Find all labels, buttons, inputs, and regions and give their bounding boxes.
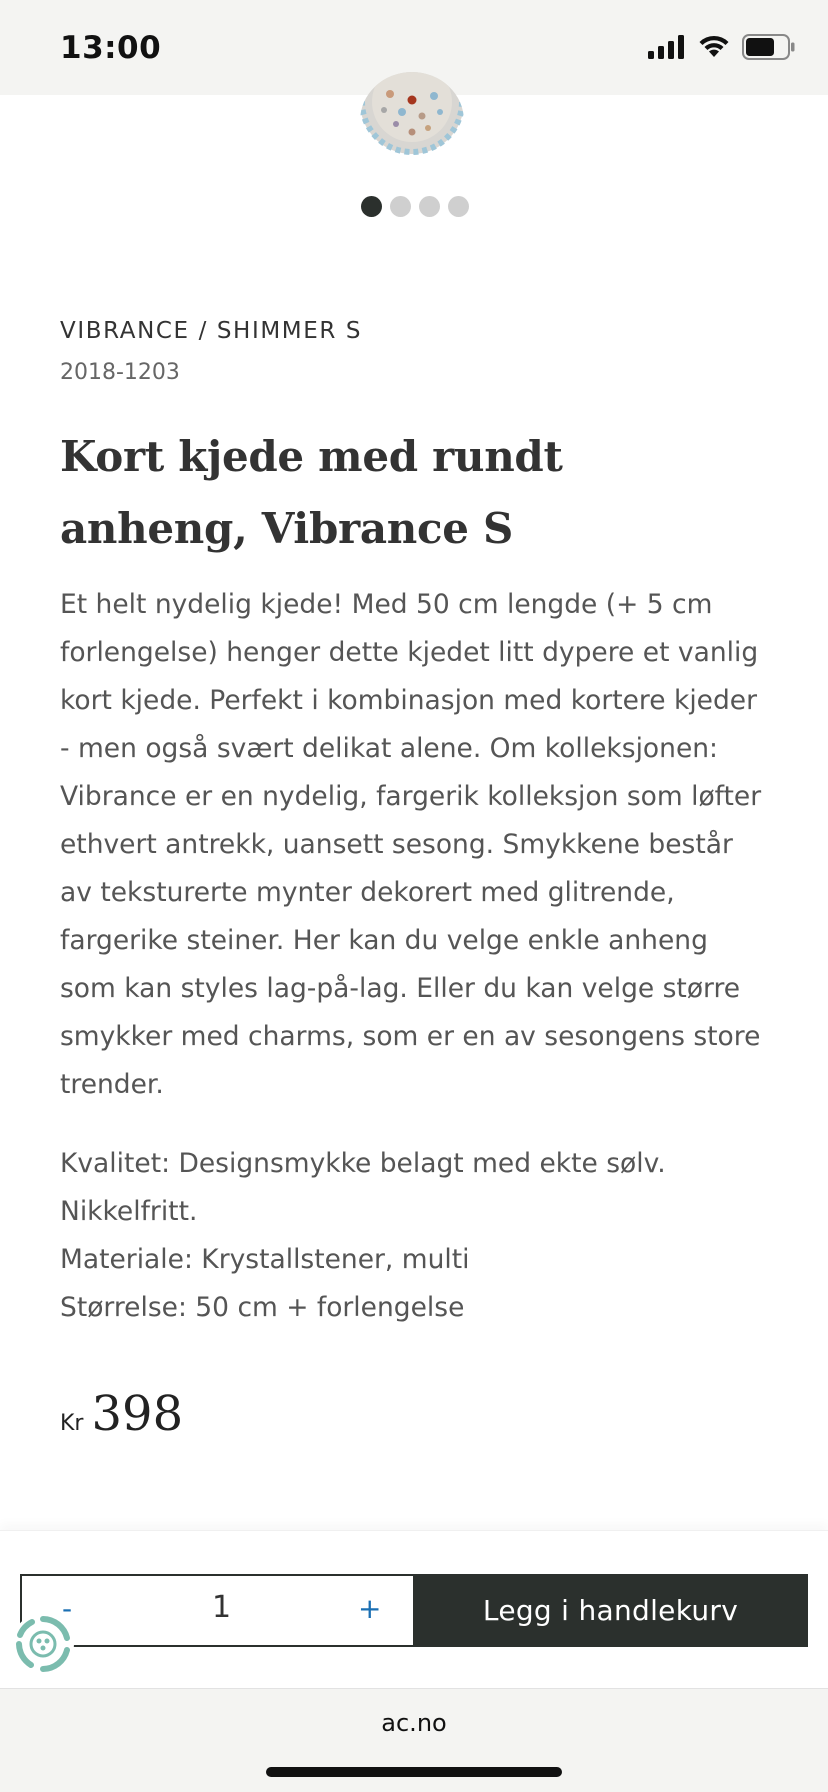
wifi-icon: [698, 35, 730, 59]
carousel-dot[interactable]: [419, 196, 440, 217]
home-indicator: [266, 1767, 562, 1777]
add-to-cart-button[interactable]: Legg i handlekurv: [413, 1574, 808, 1647]
product-description: Et helt nydelig kjede! Med 50 cm lengde (+ 5 cm forlengelse) henger dette kjedet litt dypere et vanlig kort kjede. Perfekt i kombinasjon med kortere kjeder - men også svært delikat alene. Om kolleksjonen: Vibrance er en nydelig, fargerik kolleksjon som løfter ethvert antrekk, uansett sesong. Smykkene består av teksturerte mynter dekorert med glitrende, fargerike steiner. Her kan du velge enkle anheng som kan styles lag-på-lag. Eller du kan velge større smykker med charms, som er en av sesongens store trender.: [60, 589, 762, 1100]
battery-icon: [742, 34, 796, 60]
collection-label: VIBRANCE / SHIMMER S: [60, 318, 363, 344]
recycle-badge[interactable]: [12, 1613, 74, 1675]
quantity-decrease-button[interactable]: -: [62, 1592, 73, 1625]
quantity-increase-button[interactable]: +: [358, 1592, 382, 1625]
quantity-stepper: [20, 1574, 413, 1647]
browser-bar: [0, 1688, 828, 1792]
product-title: Kort kjede med rundt anheng, Vibrance S: [60, 432, 563, 553]
product-image[interactable]: [360, 72, 464, 170]
pendant-image: [360, 72, 464, 170]
spec-material: Materiale: Krystallstener, multi: [60, 1244, 470, 1275]
product-sku: 2018-1203: [60, 360, 180, 385]
product-specs: [60, 1140, 770, 1332]
url-label[interactable]: ac.no: [381, 1709, 447, 1737]
carousel-dot[interactable]: [361, 196, 382, 217]
carousel-dot[interactable]: [448, 196, 469, 217]
cellular-signal-icon: [648, 35, 686, 59]
carousel-dots: [361, 196, 469, 217]
price-currency: Kr: [60, 1411, 84, 1436]
add-to-cart-panel: [0, 1530, 828, 1688]
spec-quality: Kvalitet: Designsmykke belagt med ekte sølv. Nikkelfritt.: [60, 1148, 666, 1227]
status-icons: [648, 34, 796, 60]
price-amount: 398: [91, 1386, 184, 1442]
product-price: [60, 1386, 183, 1442]
status-time: 13:00: [60, 30, 162, 66]
carousel-dot[interactable]: [390, 196, 411, 217]
quantity-value[interactable]: 1: [212, 1590, 232, 1625]
spec-size: Størrelse: 50 cm + forlengelse: [60, 1292, 465, 1323]
recycle-icon: [12, 1613, 74, 1675]
